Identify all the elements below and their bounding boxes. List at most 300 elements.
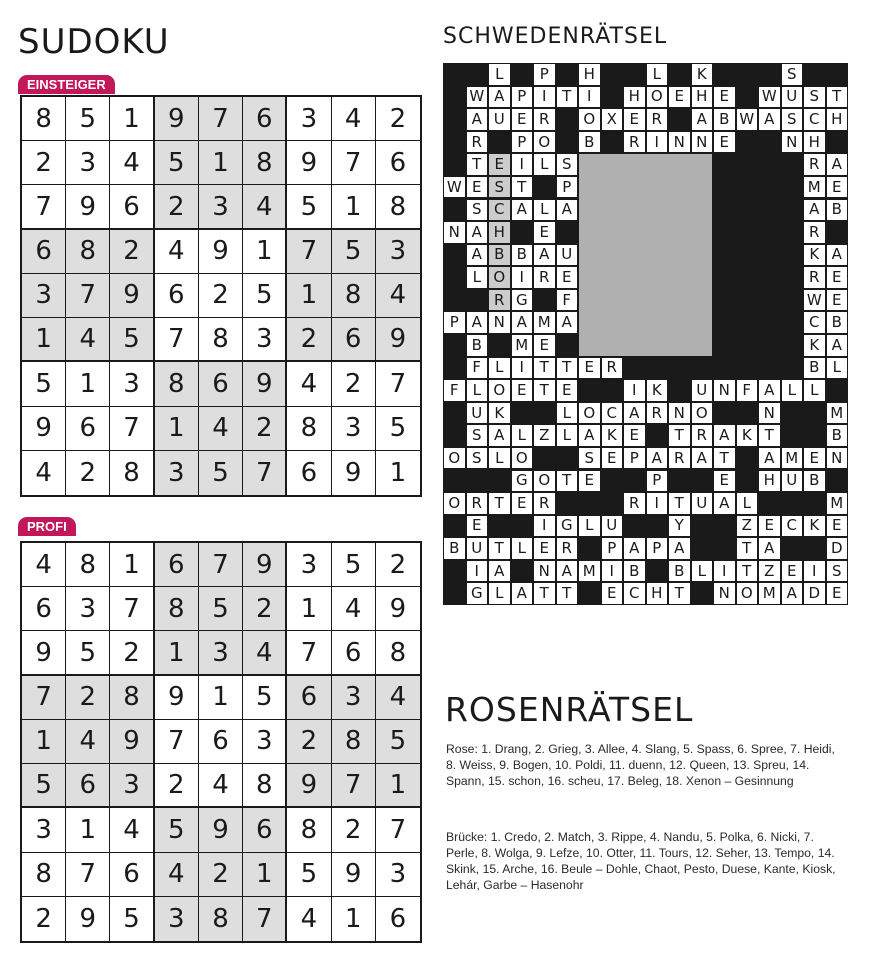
crossword-letter-cell: R: [624, 132, 645, 153]
crossword-letter-cell: S: [467, 200, 488, 221]
crossword-letter-cell: M: [579, 561, 600, 582]
crossword-letter-cell: B: [714, 109, 735, 130]
crossword-letter-cell: O: [489, 267, 510, 288]
crossword-letter-cell: S: [782, 64, 803, 85]
crossword-letter-cell: B: [489, 245, 510, 266]
crossword-letter-cell: B: [512, 245, 533, 266]
crossword-letter-cell: L: [512, 538, 533, 559]
crossword-letter-cell: K: [602, 425, 623, 446]
crossword-letter-cell: K: [647, 380, 668, 401]
crossword-letter-cell: E: [467, 516, 488, 537]
sudoku-cell: 9: [110, 274, 154, 318]
sudoku-cell: 6: [155, 543, 199, 587]
sudoku-cell: 3: [110, 362, 154, 406]
crossword-letter-cell: S: [467, 425, 488, 446]
crossword-letter-cell: T: [534, 380, 555, 401]
crossword-letter-cell: P: [512, 132, 533, 153]
sudoku-cell: 9: [199, 230, 243, 274]
crossword-letter-cell: A: [759, 109, 780, 130]
crossword-letter-cell: S: [804, 87, 825, 108]
sudoku-cell: 3: [66, 587, 110, 631]
crossword-letter-cell: E: [782, 561, 803, 582]
sudoku-cell: 8: [22, 853, 66, 897]
sudoku-cell: 9: [332, 451, 376, 495]
sudoku-cell: 8: [155, 587, 199, 631]
sudoku-cell: 7: [22, 676, 66, 720]
sudoku-cell: 6: [287, 451, 331, 495]
crossword-letter-cell: G: [512, 471, 533, 492]
sudoku-cell: 2: [66, 676, 110, 720]
crossword-letter-cell: A: [759, 448, 780, 469]
crossword-letter-cell: A: [692, 448, 713, 469]
sudoku-cell: 2: [332, 362, 376, 406]
crossword-letter-cell: O: [489, 380, 510, 401]
crossword-letter-cell: C: [804, 109, 825, 130]
crossword-letter-cell: I: [624, 380, 645, 401]
crossword-letter-cell: U: [557, 245, 578, 266]
crossword-letter-cell: E: [827, 177, 848, 198]
crossword-letter-cell: E: [534, 538, 555, 559]
crossword-letter-cell: N: [669, 132, 690, 153]
sudoku-cell: 1: [332, 897, 376, 941]
crossword-letter-cell: W: [444, 177, 465, 198]
sudoku-grid-profi: [20, 541, 422, 943]
sudoku-cell: 2: [110, 631, 154, 675]
sudoku-cell: 2: [243, 587, 287, 631]
crossword-letter-cell: W: [737, 109, 758, 130]
crossword-letter-cell: E: [827, 583, 848, 604]
crossword-letter-cell: H: [579, 64, 600, 85]
crossword-letter-cell: B: [624, 561, 645, 582]
sudoku-grid-einsteiger: [20, 95, 422, 497]
sudoku-cell: 6: [243, 808, 287, 852]
sudoku-cell: 8: [376, 631, 420, 675]
sudoku-cell: 8: [155, 362, 199, 406]
crossword-letter-cell: C: [782, 516, 803, 537]
sudoku-cell: 1: [243, 230, 287, 274]
crossword-letter-cell: S: [579, 448, 600, 469]
crossword-letter-cell: L: [557, 403, 578, 424]
crossword-letter-cell: A: [467, 109, 488, 130]
crossword-letter-cell: S: [467, 448, 488, 469]
crossword-letter-cell: E: [714, 132, 735, 153]
sudoku-cell: 6: [243, 97, 287, 141]
crossword-letter-cell: A: [782, 583, 803, 604]
crossword-letter-cell: I: [512, 358, 533, 379]
sudoku-cell: 5: [332, 230, 376, 274]
sudoku-cell: 3: [155, 897, 199, 941]
sudoku-cell: 3: [22, 808, 66, 852]
crossword-letter-cell: B: [827, 312, 848, 333]
sudoku-cell: 1: [199, 141, 243, 185]
crossword-letter-cell: O: [579, 403, 600, 424]
sudoku-cell: 4: [376, 274, 420, 318]
crossword-letter-cell: T: [714, 448, 735, 469]
sudoku-cell: 7: [22, 185, 66, 229]
crossword-letter-cell: Z: [759, 561, 780, 582]
sudoku-cell: 1: [155, 407, 199, 451]
sudoku-cell: 9: [199, 808, 243, 852]
sudoku-cell: 5: [243, 274, 287, 318]
crossword-letter-cell: A: [804, 200, 825, 221]
crossword-letter-cell: T: [737, 538, 758, 559]
schwedenraetsel-title: SCHWEDENRÄTSEL: [443, 24, 668, 49]
crossword-letter-cell: E: [669, 87, 690, 108]
sudoku-cell: 2: [155, 764, 199, 808]
sudoku-cell: 5: [22, 764, 66, 808]
sudoku-cell: 6: [332, 631, 376, 675]
crossword-letter-cell: S: [557, 154, 578, 175]
crossword-letter-cell: E: [512, 380, 533, 401]
sudoku-cell: 9: [22, 407, 66, 451]
crossword-letter-cell: R: [804, 222, 825, 243]
crossword-letter-cell: I: [804, 561, 825, 582]
crossword-letter-cell: R: [692, 425, 713, 446]
crossword-letter-cell: O: [647, 87, 668, 108]
crossword-letter-cell: D: [827, 538, 848, 559]
rosenraetsel-title: ROSENRÄTSEL: [445, 690, 694, 729]
sudoku-cell: 5: [66, 631, 110, 675]
crossword-letter-cell: A: [624, 538, 645, 559]
crossword-letter-cell: R: [602, 358, 623, 379]
sudoku-cell: 8: [287, 808, 331, 852]
sudoku-cell: 1: [199, 676, 243, 720]
sudoku-cell: 9: [287, 764, 331, 808]
sudoku-cell: 7: [66, 274, 110, 318]
crossword-letter-cell: A: [512, 200, 533, 221]
sudoku-cell: 5: [332, 543, 376, 587]
crossword-letter-cell: E: [467, 177, 488, 198]
crossword-letter-cell: T: [737, 561, 758, 582]
crossword-letter-cell: A: [557, 312, 578, 333]
crossword-letter-cell: E: [714, 87, 735, 108]
sudoku-cell: 3: [155, 451, 199, 495]
sudoku-cell: 2: [376, 543, 420, 587]
crossword-letter-cell: L: [737, 493, 758, 514]
sudoku-cell: 5: [155, 808, 199, 852]
sudoku-cell: 7: [155, 318, 199, 362]
crossword-letter-cell: A: [489, 425, 510, 446]
sudoku-cell: 4: [110, 808, 154, 852]
schwedenraetsel-grid: [443, 63, 848, 605]
crossword-letter-cell: L: [467, 380, 488, 401]
crossword-letter-cell: T: [467, 154, 488, 175]
crossword-letter-cell: M: [759, 583, 780, 604]
sudoku-cell: 8: [332, 720, 376, 764]
crossword-letter-cell: P: [647, 471, 668, 492]
sudoku-cell: 3: [376, 230, 420, 274]
crossword-letter-cell: W: [467, 87, 488, 108]
crossword-letter-cell: E: [804, 448, 825, 469]
crossword-letter-cell: E: [827, 267, 848, 288]
crossword-letter-cell: A: [714, 425, 735, 446]
crossword-letter-cell: E: [557, 267, 578, 288]
sudoku-cell: 3: [66, 141, 110, 185]
sudoku-cell: 6: [376, 141, 420, 185]
crossword-letter-cell: N: [489, 312, 510, 333]
crossword-letter-cell: R: [467, 132, 488, 153]
sudoku-cell: 6: [287, 676, 331, 720]
sudoku-cell: 2: [199, 274, 243, 318]
crossword-letter-cell: L: [489, 64, 510, 85]
crossword-letter-cell: E: [579, 471, 600, 492]
sudoku-cell: 6: [22, 230, 66, 274]
crossword-letter-cell: H: [692, 87, 713, 108]
sudoku-cell: 1: [287, 274, 331, 318]
crossword-letter-cell: T: [827, 87, 848, 108]
sudoku-cell: 2: [110, 230, 154, 274]
sudoku-cell: 7: [155, 720, 199, 764]
sudoku-cell: 7: [287, 631, 331, 675]
crossword-letter-cell: P: [647, 538, 668, 559]
crossword-letter-cell: N: [782, 132, 803, 153]
sudoku-cell: 4: [199, 764, 243, 808]
crossword-letter-cell: U: [692, 380, 713, 401]
sudoku-cell: 3: [332, 407, 376, 451]
sudoku-cell: 9: [287, 141, 331, 185]
sudoku-cell: 8: [22, 97, 66, 141]
sudoku-cell: 6: [66, 764, 110, 808]
crossword-letter-cell: R: [467, 493, 488, 514]
sudoku-cell: 3: [287, 97, 331, 141]
sudoku-cell: 7: [376, 362, 420, 406]
crossword-letter-cell: M: [804, 177, 825, 198]
sudoku-cell: 1: [332, 185, 376, 229]
crossword-letter-cell: A: [827, 245, 848, 266]
crossword-letter-cell: A: [714, 493, 735, 514]
crossword-letter-cell: H: [624, 87, 645, 108]
crossword-letter-cell: H: [759, 471, 780, 492]
sudoku-cell: 8: [243, 764, 287, 808]
crossword-letter-cell: M: [512, 335, 533, 356]
crossword-letter-cell: H: [647, 583, 668, 604]
crossword-letter-cell: T: [557, 583, 578, 604]
crossword-letter-cell: A: [489, 561, 510, 582]
crossword-letter-cell: E: [827, 290, 848, 311]
sudoku-cell: 3: [243, 318, 287, 362]
crossword-letter-cell: H: [827, 109, 848, 130]
sudoku-cell: 5: [199, 587, 243, 631]
rose-solution-text: Rose: 1. Drang, 2. Grieg, 3. Allee, 4. Slang, 5. Spass, 6. Spree, 7. Heidi, 8. Weiss, 9. Bogen, 10. Poldi, 11. duenn, 12. Queen, 13. Spreu, 14. Spann, 15. schon, 16. scheu, 17. Beleg, 18. Xenon – Gesinnung: [446, 742, 835, 788]
crossword-letter-cell: C: [804, 312, 825, 333]
crossword-letter-cell: T: [534, 358, 555, 379]
sudoku-cell: 9: [376, 318, 420, 362]
crossword-letter-cell: G: [557, 516, 578, 537]
sudoku-cell: 1: [389, 457, 407, 488]
crossword-letter-cell: M: [782, 448, 803, 469]
sudoku-cell: 8: [110, 676, 154, 720]
crossword-letter-cell: O: [692, 403, 713, 424]
crossword-letter-cell: I: [714, 561, 735, 582]
crossword-letter-cell: N: [827, 448, 848, 469]
sudoku-cell: 3: [110, 764, 154, 808]
crossword-letter-cell: I: [512, 267, 533, 288]
sudoku-cell: 1: [110, 97, 154, 141]
crossword-letter-cell: R: [669, 448, 690, 469]
crossword-letter-cell: O: [444, 448, 465, 469]
crossword-letter-cell: F: [557, 290, 578, 311]
crossword-letter-cell: S: [489, 177, 510, 198]
crossword-letter-cell: A: [489, 87, 510, 108]
sudoku-cell: 2: [66, 451, 110, 495]
sudoku-cell: 3: [287, 543, 331, 587]
crossword-letter-cell: L: [647, 64, 668, 85]
sudoku-cell: 3: [376, 853, 420, 897]
crossword-letter-cell: E: [624, 109, 645, 130]
crossword-letter-cell: Y: [669, 516, 690, 537]
crossword-letter-cell: K: [692, 64, 713, 85]
crossword-letter-cell: W: [759, 87, 780, 108]
sudoku-cell: 3: [22, 274, 66, 318]
crossword-letter-cell: E: [624, 425, 645, 446]
sudoku-cell: 5: [110, 318, 154, 362]
sudoku-cell: 5: [287, 853, 331, 897]
crossword-letter-cell: A: [669, 538, 690, 559]
crossword-letter-cell: O: [444, 493, 465, 514]
crossword-letter-cell: R: [647, 109, 668, 130]
crossword-letter-cell: A: [557, 561, 578, 582]
sudoku-cell: 4: [287, 897, 331, 941]
sudoku-cell: 6: [389, 903, 407, 934]
crossword-letter-cell: F: [444, 380, 465, 401]
crossword-letter-cell: A: [624, 403, 645, 424]
crossword-letter-cell: R: [647, 403, 668, 424]
crossword-letter-cell: B: [804, 471, 825, 492]
sudoku-cell: 9: [22, 631, 66, 675]
sudoku-cell: 4: [155, 853, 199, 897]
crossword-letter-cell: F: [737, 380, 758, 401]
crossword-letter-cell: U: [467, 403, 488, 424]
crossword-letter-cell: A: [467, 222, 488, 243]
crossword-letter-cell: X: [602, 109, 623, 130]
crossword-letter-cell: P: [624, 448, 645, 469]
crossword-letter-cell: E: [557, 380, 578, 401]
sudoku-cell: 1: [243, 853, 287, 897]
crossword-letter-cell: P: [534, 64, 555, 85]
sudoku-cell: 7: [199, 543, 243, 587]
crossword-letter-cell: L: [467, 267, 488, 288]
sudoku-cell: 1: [22, 720, 66, 764]
level-badge-einsteiger: EINSTEIGER: [18, 75, 115, 94]
crossword-letter-cell: T: [534, 583, 555, 604]
crossword-letter-cell: E: [759, 516, 780, 537]
sudoku-cell: 2: [155, 185, 199, 229]
crossword-letter-cell: T: [759, 425, 780, 446]
crossword-letter-cell: S: [827, 561, 848, 582]
crossword-letter-cell: T: [669, 583, 690, 604]
sudoku-cell: 5: [287, 185, 331, 229]
crossword-letter-cell: T: [669, 493, 690, 514]
crossword-letter-cell: L: [534, 200, 555, 221]
crossword-letter-cell: H: [804, 132, 825, 153]
crossword-letter-cell: L: [489, 583, 510, 604]
crossword-letter-cell: A: [827, 154, 848, 175]
crossword-letter-cell: A: [759, 380, 780, 401]
sudoku-title: SUDOKU: [18, 22, 170, 62]
sudoku-cell: 4: [332, 97, 376, 141]
sudoku-cell: 8: [199, 897, 243, 941]
sudoku-cell: 8: [110, 451, 154, 495]
crossword-letter-cell: A: [467, 245, 488, 266]
crossword-letter-cell: F: [467, 358, 488, 379]
crossword-letter-cell: P: [444, 312, 465, 333]
sudoku-cell: 1: [376, 764, 420, 808]
crossword-letter-cell: I: [647, 493, 668, 514]
crossword-letter-cell: I: [534, 516, 555, 537]
sudoku-cell: 4: [22, 451, 66, 495]
sudoku-cell: 8: [66, 543, 110, 587]
sudoku-cell: 8: [287, 407, 331, 451]
crossword-letter-cell: W: [804, 290, 825, 311]
crossword-letter-cell: O: [534, 132, 555, 153]
crossword-letter-cell: B: [827, 200, 848, 221]
sudoku-cell: 6: [199, 362, 243, 406]
crossword-letter-cell: P: [602, 538, 623, 559]
sudoku-cell: 8: [199, 318, 243, 362]
sudoku-cell: 7: [243, 451, 287, 495]
crossword-letter-cell: T: [669, 425, 690, 446]
crossword-letter-cell: C: [602, 403, 623, 424]
crossword-letter-cell: B: [467, 335, 488, 356]
crossword-letter-cell: N: [759, 403, 780, 424]
sudoku-cell: 8: [332, 274, 376, 318]
crossword-letter-cell: S: [782, 109, 803, 130]
sudoku-cell: 4: [287, 362, 331, 406]
crossword-letter-cell: B: [444, 538, 465, 559]
crossword-letter-cell: E: [602, 583, 623, 604]
sudoku-cell: 5: [243, 676, 287, 720]
crossword-letter-cell: R: [624, 493, 645, 514]
sudoku-cell: 9: [155, 97, 199, 141]
sudoku-cell: 9: [66, 185, 110, 229]
sudoku-cell: 9: [66, 897, 110, 941]
crossword-letter-cell: I: [467, 561, 488, 582]
crossword-letter-cell: T: [557, 358, 578, 379]
crossword-letter-cell: I: [512, 154, 533, 175]
sudoku-cell: 5: [376, 720, 420, 764]
crossword-letter-cell: A: [647, 448, 668, 469]
level-badge-profi: PROFI: [18, 517, 76, 536]
crossword-letter-cell: C: [624, 583, 645, 604]
sudoku-cell: 4: [243, 185, 287, 229]
crossword-letter-cell: A: [579, 425, 600, 446]
sudoku-cell: 5: [110, 897, 154, 941]
crossword-letter-cell: U: [782, 471, 803, 492]
sudoku-cell: 8: [243, 141, 287, 185]
crossword-letter-cell: E: [512, 493, 533, 514]
sudoku-cell: 2: [22, 141, 66, 185]
sudoku-cell: 6: [332, 318, 376, 362]
crossword-letter-cell: L: [579, 516, 600, 537]
crossword-letter-cell: O: [579, 109, 600, 130]
sudoku-cell: 2: [376, 97, 420, 141]
crossword-letter-cell: L: [804, 380, 825, 401]
sudoku-cell: 9: [243, 543, 287, 587]
crossword-letter-cell: M: [534, 312, 555, 333]
sudoku-cell: 6: [110, 853, 154, 897]
sudoku-cell: 2: [287, 318, 331, 362]
crossword-letter-cell: T: [557, 87, 578, 108]
sudoku-cell: 5: [22, 362, 66, 406]
crossword-letter-cell: E: [827, 516, 848, 537]
sudoku-cell: 4: [376, 676, 420, 720]
crossword-letter-cell: K: [804, 516, 825, 537]
sudoku-cell: 9: [110, 720, 154, 764]
crossword-letter-cell: N: [444, 222, 465, 243]
crossword-letter-cell: I: [647, 132, 668, 153]
crossword-letter-cell: M: [827, 403, 848, 424]
crossword-letter-cell: N: [692, 132, 713, 153]
